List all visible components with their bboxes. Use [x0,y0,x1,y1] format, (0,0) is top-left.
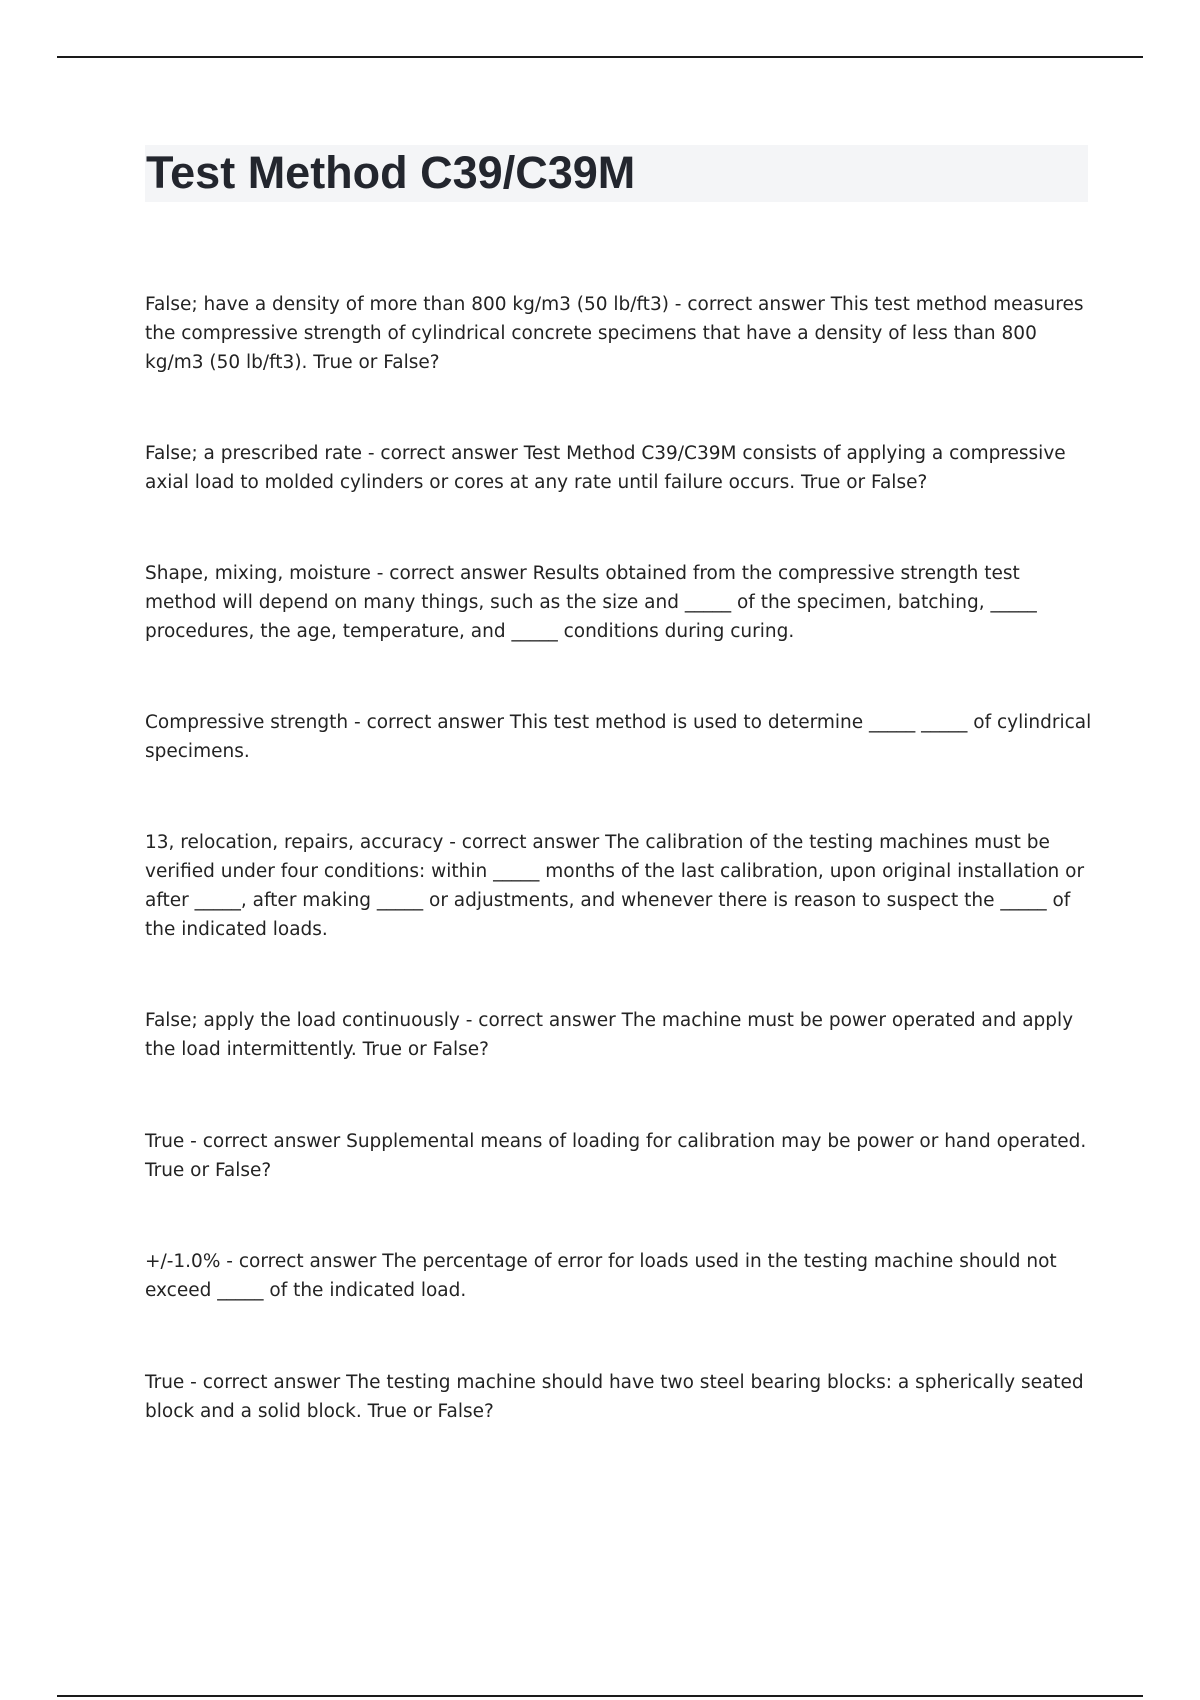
qa-item-9: True - correct answer The testing machine should have two steel bearing blocks: a spherically seated block and a solid block. True or False? [145,1372,1084,1422]
header-rule [57,56,1143,58]
qa-item-7: True - correct answer Supplemental means of loading for calibration may be power or hand operated. True or False? [145,1131,1087,1181]
qa-item-1: False; have a density of more than 800 kg/m3 (50 lb/ft3) - correct answer This test method measures the compressive strength of cylindrical concrete specimens that have a density of less than 800 kg/m3 (50 lb/ft3). True or False? [145,294,1084,373]
qa-item-5: 13, relocation, repairs, accuracy - correct answer The calibration of the testing machines must be verified under four conditions: within _____ months of the last calibration, upon original installation or after _____, after making _____ or adjustments, and whenever there is reason to suspect the _____ of the indicated loads. [145,832,1085,940]
page-title: Test Method C39/C39M [146,147,636,198]
qa-item-6: False; apply the load continuously - correct answer The machine must be power operated and apply the load intermittently. True or False? [145,1010,1074,1060]
qa-item-3: Shape, mixing, moisture - correct answer Results obtained from the compressive strength test method will depend on many things, such as the size and _____ of the specimen, batching, _____ procedures, the age, temperature, and _____ conditions during curing. [145,563,1037,642]
qa-item-8: +/-1.0% - correct answer The percentage of error for loads used in the testing machine should not exceed _____ of the indicated load. [145,1251,1057,1301]
qa-item-2: False; a prescribed rate - correct answer Test Method C39/C39M consists of applying a compressive axial load to molded cylinders or cores at any rate until failure occurs. True or False? [145,443,1066,493]
qa-item-4: Compressive strength - correct answer This test method is used to determine _____ _____ of cylindrical specimens. [145,712,1092,762]
footer-rule [57,1695,1143,1697]
